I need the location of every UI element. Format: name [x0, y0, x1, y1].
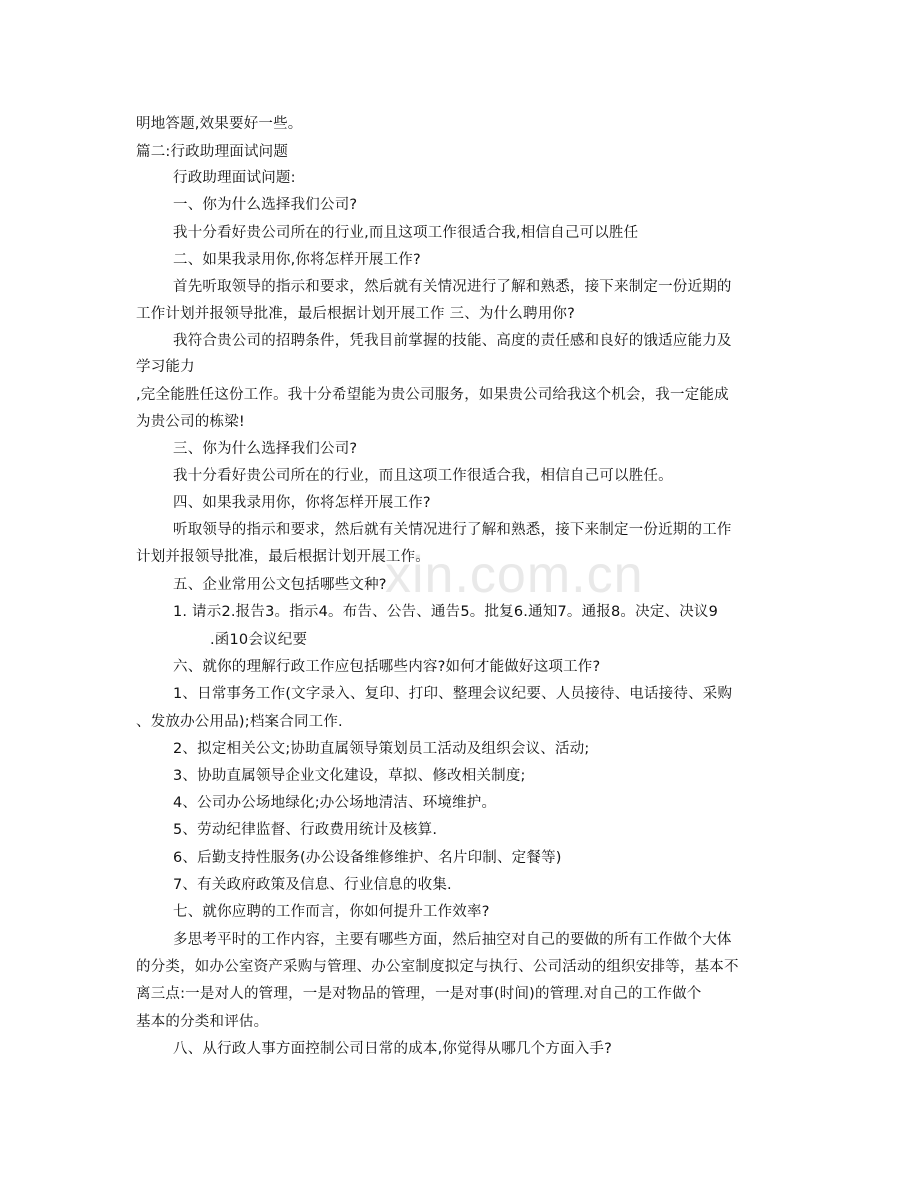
- question: 七、就你应聘的工作而言，你如何提升工作效率?: [173, 904, 490, 920]
- answer: 多思考平时的工作内容，主要有哪些方面，然后抽空对自己的要做的所有工作做个大体: [173, 932, 732, 948]
- answer: 离三点:一是对人的管理，一是对物品的管理，一是对事(时间)的管理.对自己的工作做个: [136, 986, 702, 1002]
- answer: 计划并报领导批准，最后根据计划开展工作。: [136, 549, 430, 565]
- answer: 学习能力: [136, 359, 195, 375]
- answer: 的分类，如办公室资产采购与管理、办公室制度拟定与执行、公司活动的组织安排等，基本不: [136, 959, 739, 975]
- answer: 我十分看好贵公司所在的行业，而且这项工作很适合我，相信自己可以胜任。: [173, 468, 673, 484]
- list-item: 7、有关政府政策及信息、行业信息的收集.: [173, 877, 452, 893]
- list-item: 1. 请示2.报告3。指示4。布告、公告、通告5。批复6.通知7。通报8。决定、决议9: [173, 604, 719, 620]
- answer: 基本的分类和评估。: [136, 1014, 269, 1030]
- answer: 为贵公司的栋梁!: [136, 414, 245, 430]
- list-item: 2、拟定相关公文;协助直属领导策划员工活动及组织会议、活动;: [173, 741, 590, 757]
- question: 一、你为什么选择我们公司?: [173, 197, 358, 213]
- subheading: 行政助理面试问题:: [173, 170, 296, 186]
- answer: 我十分看好贵公司所在的行业,而且这项工作很适合我,相信自己可以胜任: [173, 225, 639, 241]
- answer: 工作计划并报领导批准，最后根据计划开展工作 三、为什么聘用你?: [136, 306, 576, 322]
- text-line: 明地答题,效果要好一些。: [136, 116, 303, 132]
- watermark: xin.com.cn: [385, 546, 644, 604]
- question: 六、就你的理解行政工作应包括哪些内容?如何才能做好这项工作?: [173, 659, 601, 675]
- list-item: 3、协助直属领导企业文化建设，草拟、修改相关制度;: [173, 768, 526, 784]
- list-item: 6、后勤支持性服务(办公设备维修维护、名片印制、定餐等): [173, 850, 562, 866]
- answer: ,完全能胜任这份工作。我十分希望能为贵公司服务，如果贵公司给我这个机会，我一定能成: [136, 387, 729, 403]
- answer: 首先听取领导的指示和要求，然后就有关情况进行了解和熟悉，接下来制定一份近期的: [173, 279, 732, 295]
- question: 三、你为什么选择我们公司?: [173, 441, 358, 457]
- list-item: 4、公司办公场地绿化;办公场地清洁、环境维护。: [173, 795, 497, 811]
- question: 五、企业常用公文包括哪些文种?: [173, 577, 387, 593]
- list-item: .函10会议纪要: [210, 632, 308, 648]
- question: 八、从行政人事方面控制公司日常的成本,你觉得从哪几个方面入手?: [173, 1041, 613, 1057]
- answer: 我符合贵公司的招聘条件，凭我目前掌握的技能、高度的责任感和良好的饿适应能力及: [173, 333, 732, 349]
- question: 四、如果我录用你，你将怎样开展工作?: [173, 495, 431, 511]
- answer: 听取领导的指示和要求，然后就有关情况进行了解和熟悉，接下来制定一份近期的工作: [173, 522, 732, 538]
- list-item: 5、劳动纪律监督、行政费用统计及核算.: [173, 822, 438, 838]
- list-item: 、发放办公用品);档案合同工作.: [136, 714, 343, 730]
- question: 二、如果我录用你,你将怎样开展工作?: [173, 252, 421, 268]
- list-item: 1、日常事务工作(文字录入、复印、打印、整理会议纪要、人员接待、电话接待、采购: [173, 686, 733, 702]
- section-heading: 篇二:行政助理面试问题: [136, 144, 289, 160]
